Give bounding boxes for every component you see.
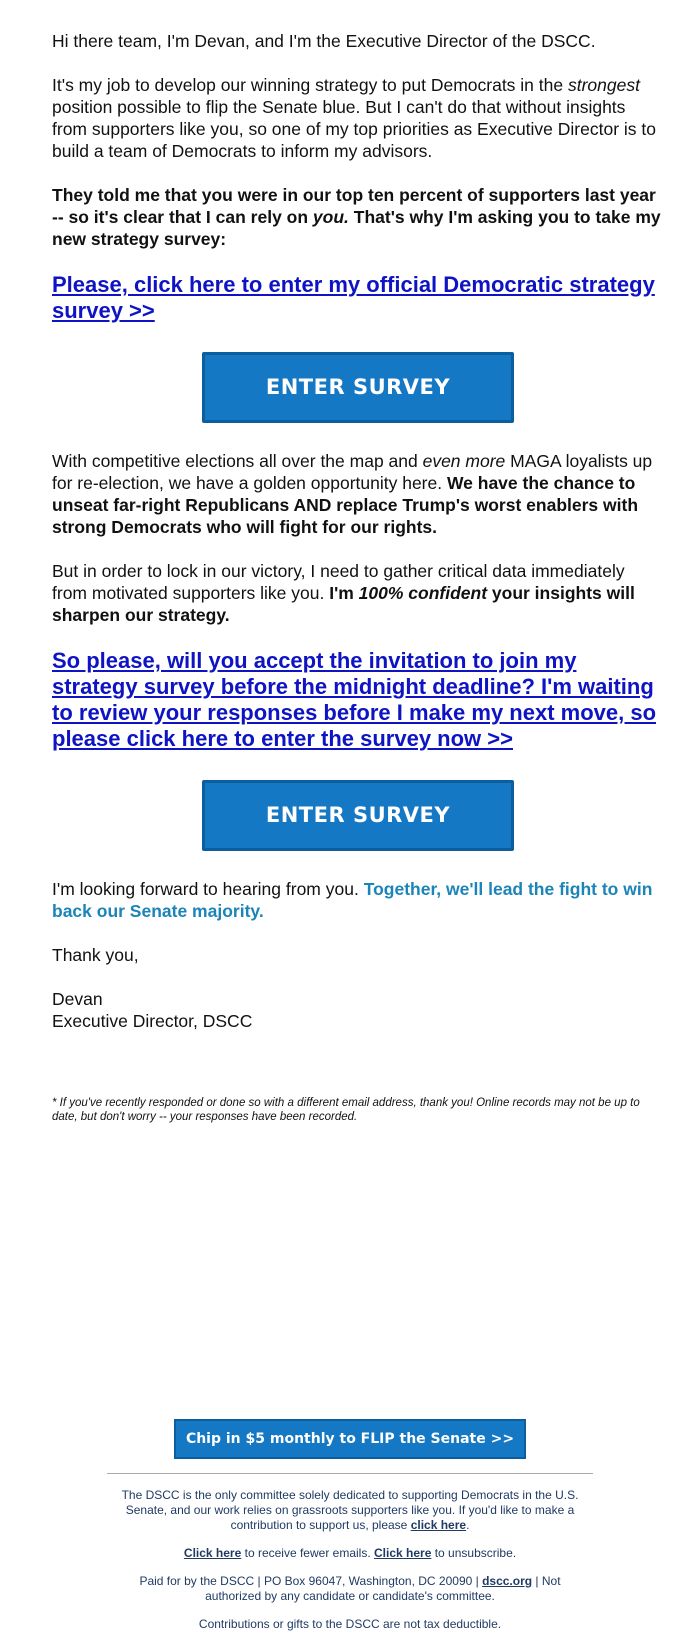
paid-for-text: Paid for by the DSCC | PO Box 96047, Washington, DC 20090 | dscc.org | Not authorized by any candidate or candidate's committee. [139, 1574, 561, 1603]
teal-highlight-text: Together, we'll lead the fight to win back our Senate majority. [52, 879, 653, 921]
elections-paragraph: With competitive elections all over the map and even more MAGA loyalists up for re-election, we have a golden opportunity here. We have the chance to unseat far-right Republicans AND replace Trump's worst enablers with strong Democrats who will fight for our rights. [52, 451, 653, 537]
emphasis-strongest: strongest [567, 75, 640, 95]
email-footer [0, 1419, 700, 1632]
enter-survey-button-2[interactable]: ENTER SURVEY [202, 780, 514, 851]
strategy-paragraph: It's my job to develop our winning strategy to put Democrats in the strongest position possible to flip the Senate blue. But I can't do that without insights from supporters like you, so one of my top priorities as Executive Director is to build a team of Democrats to inform my advisors. [52, 75, 656, 161]
email-preferences-text: Click here to receive fewer emails. Click here to unsubscribe. [183, 1546, 517, 1560]
button-row-2 [52, 780, 664, 851]
dscc-site-link[interactable]: dscc.org [482, 1574, 533, 1588]
victory-paragraph: But in order to lock in our victory, I need to gather critical data immediately from motivated supporters like you. I'm 100% confident your insights will sharpen our strategy. [52, 561, 635, 625]
survey-link-deadline[interactable]: So please, will you accept the invitation to join my strategy survey before the midnight deadline? I'm waiting to review your responses before I make my next move, so please click here to enter the survey now >> [52, 648, 657, 751]
bold-unseat-statement: We have the chance to unseat far-right Republicans AND replace Trump's worst enablers with strong Democrats who will fight for our rights. [52, 473, 639, 537]
signature-name: Devan [52, 989, 103, 1009]
email-body [52, 30, 664, 1124]
disclaimer-note: * If you've recently responded or done so with a different email address, thank you! Online records may not be up to date, but don't worry -- your responses have been recorded. [52, 1097, 640, 1123]
enter-survey-button-1[interactable]: ENTER SURVEY [202, 352, 514, 423]
survey-link-primary[interactable]: Please, click here to enter my official Democratic strategy survey >> [52, 272, 655, 323]
signoff: Thank you, [52, 945, 139, 965]
emphasis-you: you. [312, 207, 349, 227]
tax-notice-text: Contributions or gifts to the DSCC are not tax deductible. [198, 1617, 502, 1631]
about-dscc-text: The DSCC is the only committee solely dedicated to supporting Democrats in the U.S. Senate, and our work relies on grassroots supporters like you. If you'd like to make a contribution to support us, please click here. [121, 1488, 579, 1532]
signature-title: Executive Director, DSCC [52, 1011, 253, 1031]
fewer-emails-link[interactable]: Click here [183, 1546, 242, 1560]
chip-in-button[interactable]: Chip in $5 monthly to FLIP the Senate >> [174, 1419, 526, 1459]
button-row-1 [52, 352, 664, 423]
footer-divider [107, 1473, 593, 1474]
bold-confident-statement: I'm 100% confident your insights will sharpen our strategy. [52, 583, 635, 625]
greeting-paragraph: Hi there team, I'm Devan, and I'm the Executive Director of the DSCC. [52, 31, 596, 51]
top-supporters-paragraph: They told me that you were in our top ten percent of supporters last year -- so it's clear that I can rely on you. That's why I'm asking you to take my new strategy survey: [52, 185, 661, 249]
emphasis-even-more: even more [422, 451, 506, 471]
contribute-link[interactable]: click here [410, 1518, 467, 1532]
unsubscribe-link[interactable]: Click here [374, 1546, 432, 1560]
closing-paragraph: I'm looking forward to hearing from you. Together, we'll lead the fight to win back our Senate majority. [52, 879, 653, 921]
